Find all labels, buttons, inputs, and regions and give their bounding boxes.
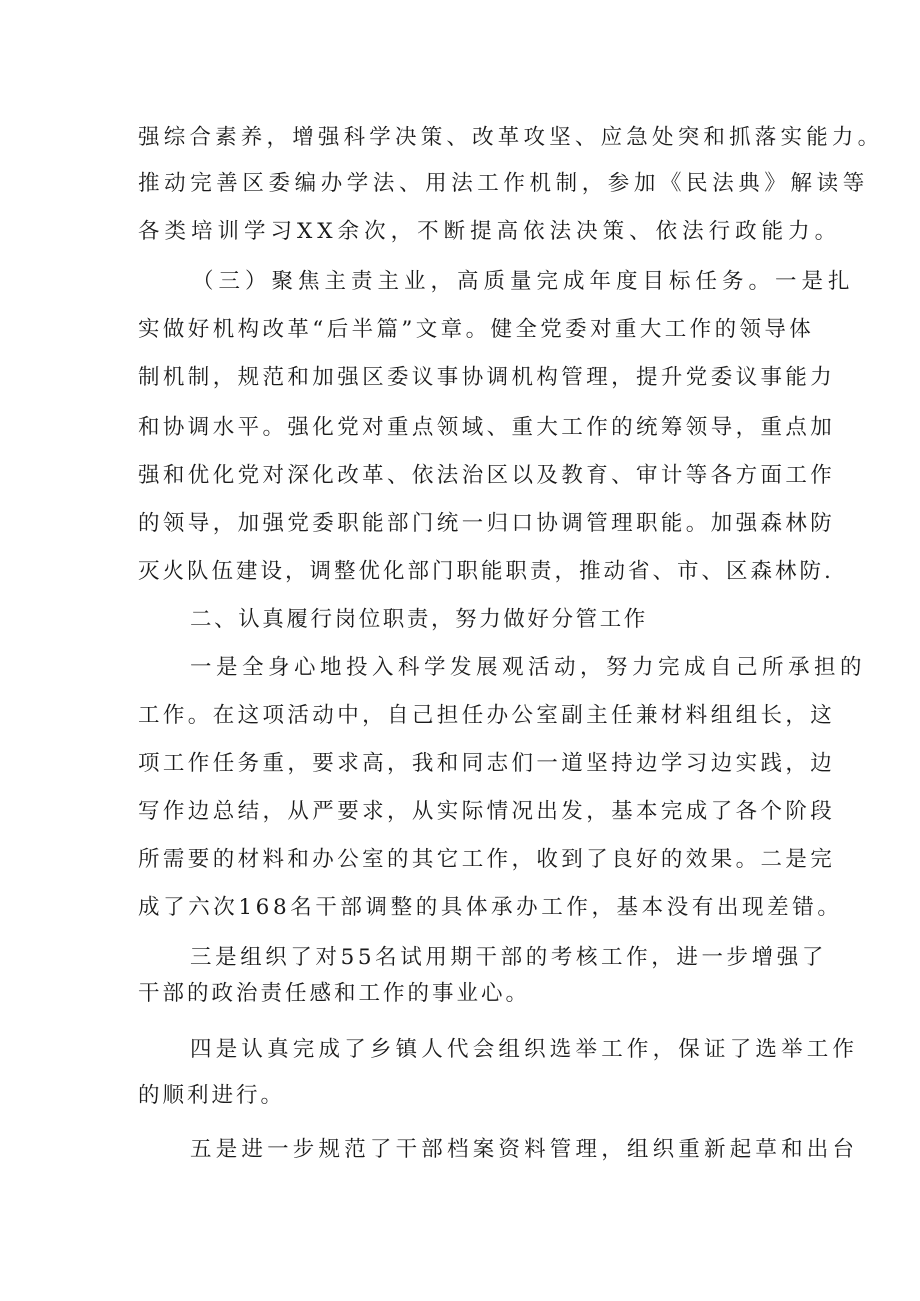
body-line: 推动完善区委编办学法、用法工作机制，参加《民法典》解读等 (138, 171, 869, 196)
body-line: 一是全身心地投入科学发展观活动，努力完成自己所承担的 (190, 655, 867, 680)
body-line: 项工作任务重，要求高，我和同志们一道坚持边学习边实践，边 (138, 751, 836, 776)
body-line: 的顺利进行。 (138, 1083, 286, 1108)
body-line: 工作。在这项活动中，自己担任办公室副主任兼材料组组长，这 (138, 703, 836, 728)
body-line: 五是进一步规范了干部档案资料管理，组织重新起草和出台 (190, 1137, 859, 1162)
body-line: 灭火队伍建设，调整优化部门职能职责，推动省、市、区森林防. (138, 559, 834, 584)
body-line: 干部的政治责任感和工作的事业心。 (138, 981, 531, 1006)
section-heading: 二、认真履行岗位职责，努力做好分管工作 (190, 607, 648, 632)
body-line: 三是组织了对55名试用期干部的考核工作，进一步增强了 (190, 945, 827, 970)
body-line: 所需要的材料和办公室的其它工作，收到了良好的效果。二是完 (138, 847, 836, 872)
body-line: 强和优化党对深化改革、依法治区以及教育、审计等各方面工作 (138, 463, 836, 488)
body-line: 实做好机构改革“后半篇”文章。健全党委对重大工作的领导体 (138, 317, 815, 342)
body-line: 强综合素养，增强科学决策、改革攻坚、应急处突和抓落实能力。 (138, 125, 884, 150)
body-line: 的领导，加强党委职能部门统一归口协调管理职能。加强森林防 (138, 511, 836, 536)
body-line: 制机制，规范和加强区委议事协调机构管理，提升党委议事能力 (138, 365, 836, 390)
body-line: 各类培训学习XX余次，不断提高依法决策、依法行政能力。 (138, 219, 842, 244)
section-heading: （三）聚焦主责主业，高质量完成年度目标任务。一是扎 (192, 269, 855, 294)
body-line: 四是认真完成了乡镇人代会组织选举工作，保证了选举工作 (190, 1037, 859, 1062)
body-line: 成了六次168名干部调整的具体承办工作，基本没有出现差错。 (138, 895, 843, 920)
body-line: 和协调水平。强化党对重点领域、重大工作的统筹领导，重点加 (138, 415, 836, 440)
body-line: 写作边总结，从严要求，从实际情况出发，基本完成了各个阶段 (138, 799, 836, 824)
